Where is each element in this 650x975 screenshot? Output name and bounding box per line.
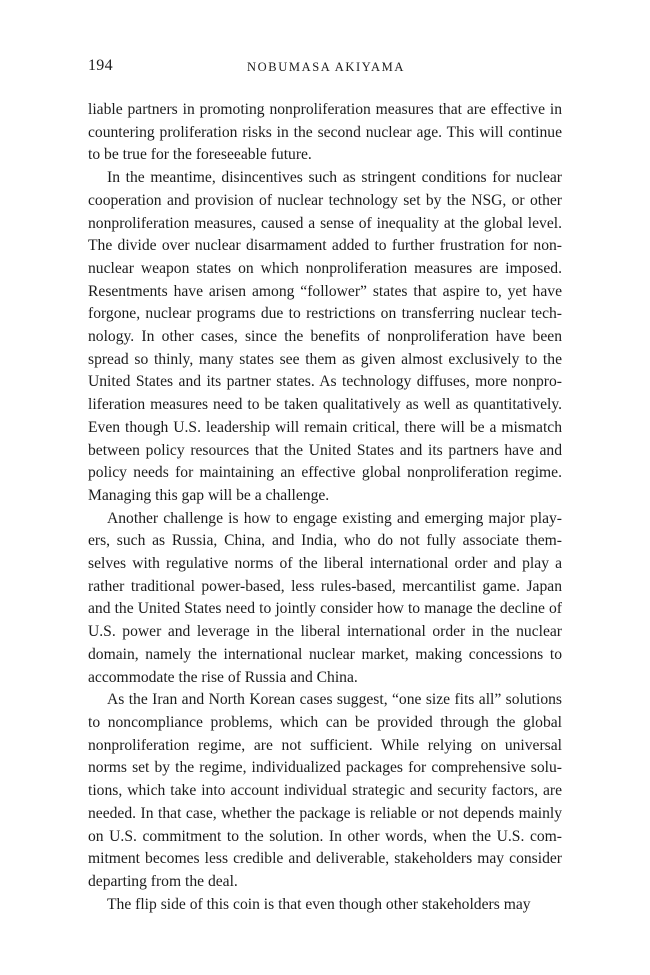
paragraph: In the meantime, disincentives such as stringent conditions for nuclear cooperation and provision of nuclear technology set by the NSG, or other nonproliferation measures, caused a sense of inequality at the global level. The divide over nuclear disarmament added to further frustration for non-nuclear weapon states on which nonproliferation measures are imposed. Resentments have arisen among “follower” states that aspire to, yet have forgone, nuclear programs due to restrictions on transferring nuclear tech-nology. In other cases, since the benefits of nonproliferation have been spread so thinly, many states see them as given almost exclusively to the United States and its partner states. As technology diffuses, more nonpro-liferation measures need to be taken qualitatively as well as quantitatively. Even though U.S. leadership will remain critical, there will be a mismatch between policy resources that the United States and its partners have and policy needs for maintaining an effective global nonproliferation regime. Managing this gap will be a challenge. [88,169,562,504]
running-head [88,57,564,81]
paragraph: As the Iran and North Korean cases suggest, “one size fits all” solutions to noncompliance problems, which can be provided through the global nonproliferation regime, are not sufficient. While relying on universal norms set by the regime, individualized packages for comprehensive solu-tions, which take into account individual strategic and security factors, are needed. In that case, whether the package is reliable or not depends mainly on U.S. commitment to the solution. In other words, when the U.S. com-mitment becomes less credible and deliverable, stakeholders may consider departing from the deal. [88,691,562,890]
page-number: 194 [88,57,113,74]
running-head-author: NOBUMASA AKIYAMA [247,60,405,74]
body-text [88,99,562,916]
paragraph-continued: liable partners in promoting nonproliferation measures that are effective in countering proliferation risks in the second nuclear age. This will continue to be true for the foreseeable future. [88,101,562,164]
paragraph: Another challenge is how to engage existing and emerging major play-ers, such as Russia, China, and India, who do not fully associate them-selves with regulative norms of the liberal international order and play a rather traditional power-based, less rules-based, mercantilist game. Japan and the United States need to jointly consider how to manage the decline of U.S. power and leverage in the liberal international order in the nuclear domain, namely the international nuclear market, making concessions to accommodate the rise of Russia and China. [88,509,562,686]
paragraph: The flip side of this coin is that even though other stakeholders may [107,895,531,913]
